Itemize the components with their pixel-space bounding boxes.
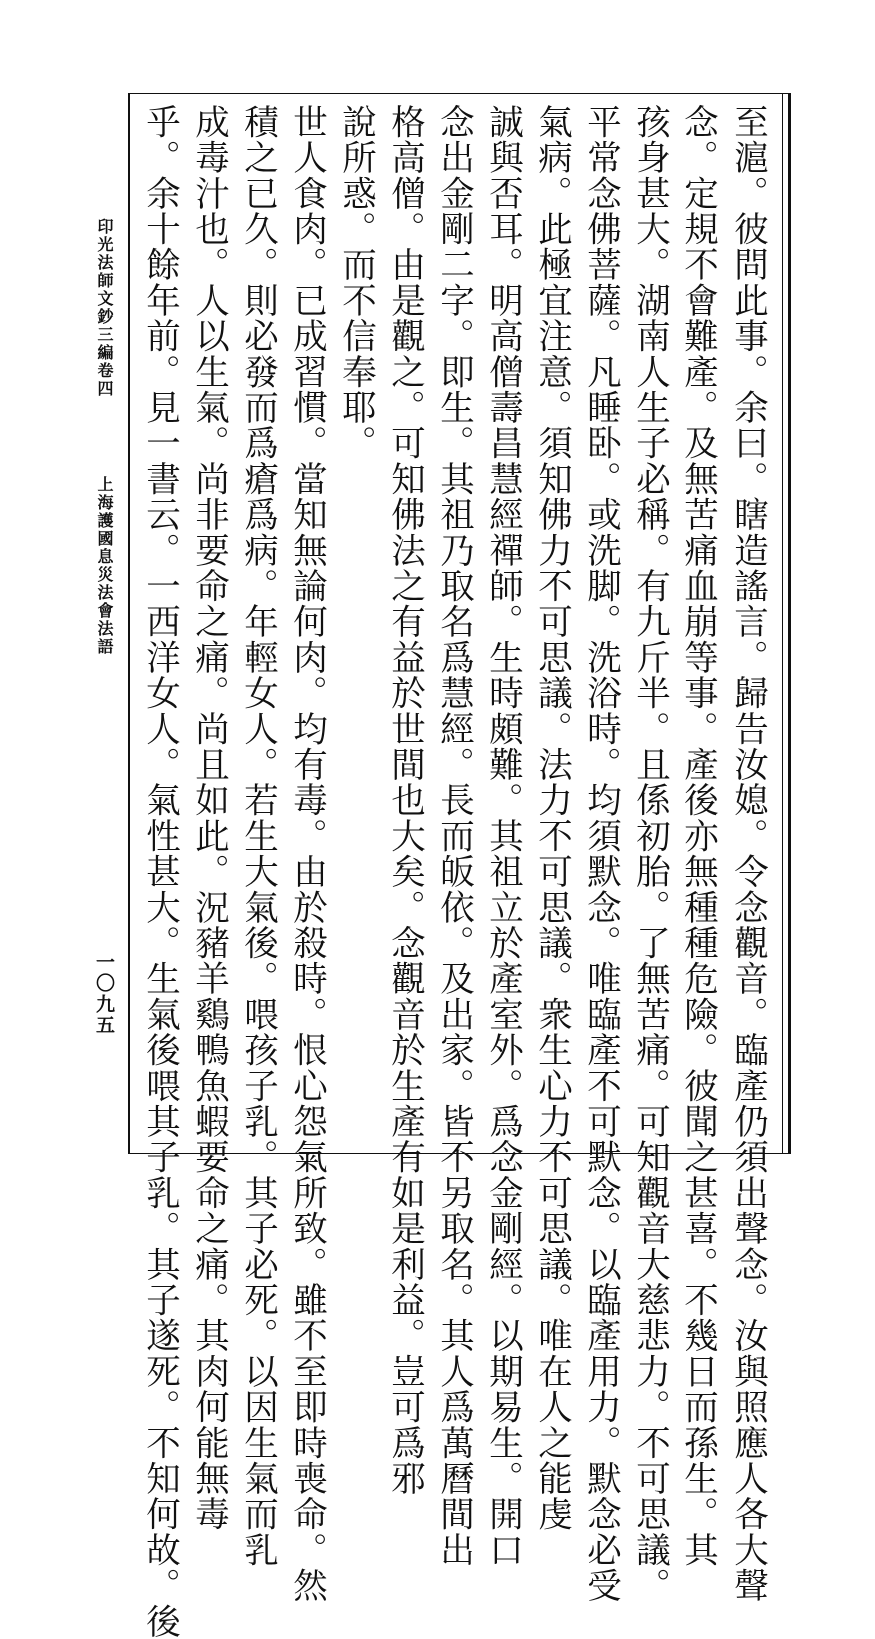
text-column-3: 孩身甚大。湖南人生子必稱。有九斤半。且係初胎。了無苦痛。可知觀音大慈悲力。不可思議。 [629, 104, 670, 1604]
page-number: 一〇九五 [93, 952, 115, 1036]
text-column-7: 念出金剛二字。即生。其祖乃取名爲慧經。長而皈依。及出家。皆不另取名。其人爲萬曆間出 [433, 104, 474, 1568]
text-column-2: 念。定規不會難產。及無苦痛血崩等事。產後亦無種種危險。彼聞之甚喜。不幾日而孫生。其 [677, 104, 718, 1568]
book-title: 印光法師文鈔三編卷四 [95, 218, 114, 398]
left-border-line [128, 93, 130, 1154]
text-column-5: 氣病。此極宜注意。須知佛力不可思議。法力不可思議。衆生心力不可思議。唯在人之能虔 [531, 104, 572, 1532]
text-column-10: 世人食肉。已成習慣。當知無論何肉。均有毒。由於殺時。恨心怨氣所致。雖不至即時喪命。然 [286, 104, 327, 1604]
text-column-9: 說所惑。而不信奉耶。 [335, 104, 376, 461]
text-column-4: 平常念佛菩薩。凡睡卧。或洗脚。洗浴時。均須默念。唯臨產不可默念。以臨產用力。默念必受 [580, 104, 621, 1604]
chapter-title: 上海護國息災法會法語 [95, 476, 114, 656]
right-border-thick [788, 93, 791, 1154]
text-column-13: 乎。余十餘年前。見一書云。一西洋女人。氣性甚大。生氣後喂其子乳。其子遂死。不知何故。後 [139, 104, 180, 1639]
text-column-8: 格高僧。由是觀之。可知佛法之有益於世間也大矣。念觀音於生產有如是利益。豈可爲邪 [384, 104, 425, 1497]
text-column-1: 至滬。彼問此事。余曰。瞎造謠言。歸告汝媳。令念觀音。臨產仍須出聲念。汝與照應人各大聲 [727, 104, 768, 1604]
right-border-thin [782, 93, 783, 1154]
top-border [128, 93, 790, 94]
text-column-12: 成毒汁也。人以生氣。尚非要命之痛。尚且如此。況豬羊鷄鴨魚蝦要命之痛。其肉何能無毒 [188, 104, 229, 1532]
text-column-11: 積之已久。則必發而爲瘡爲病。年輕女人。若生大氣後。喂孩子乳。其子必死。以因生氣而乳 [237, 104, 278, 1568]
text-column-6: 誠與否耳。明高僧壽昌慧經禪師。生時頗難。其祖立於產室外。爲念金剛經。以期易生。開口 [482, 104, 523, 1568]
